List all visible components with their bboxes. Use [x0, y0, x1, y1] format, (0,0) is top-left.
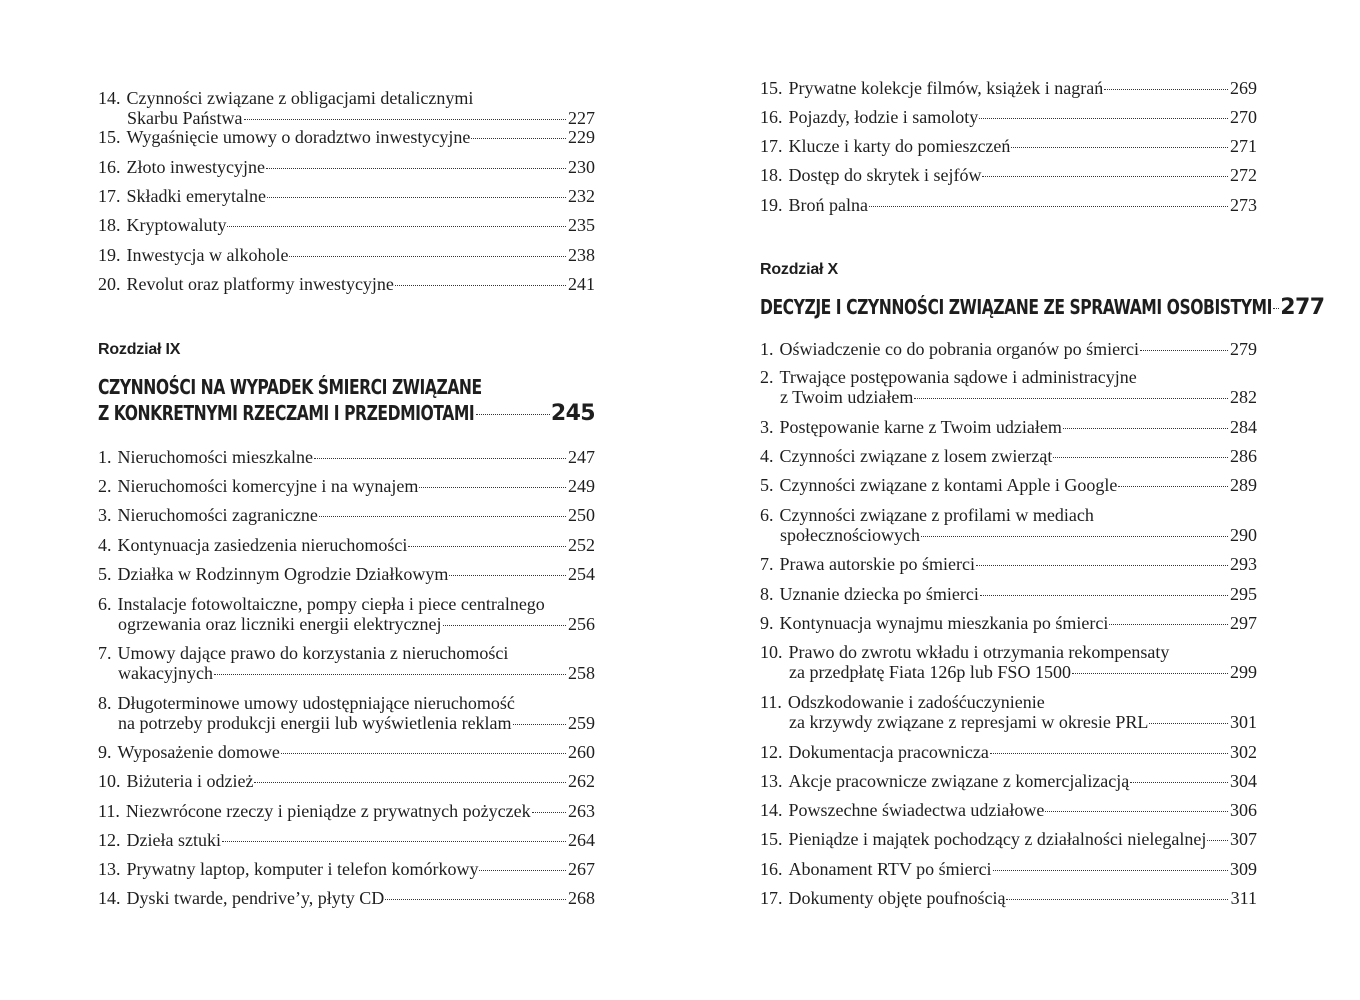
entry-title-text: Inwestycja w alkohole — [126, 245, 289, 265]
toc-entry — [98, 535, 595, 555]
entry-title-text: za krzywdy związane z represjami w okresie PRL — [789, 712, 1149, 732]
entry-title-text: Kontynuacja zasiedzenia nieruchomości — [117, 535, 408, 555]
page-number: 307 — [1230, 829, 1257, 849]
dot-leader — [479, 870, 566, 871]
toc-entry — [760, 165, 1257, 185]
toc-entry — [760, 642, 1257, 682]
page-number: 249 — [568, 476, 595, 496]
entry-first-line — [98, 186, 595, 206]
entry-title-text: Dzieła sztuki — [126, 830, 221, 850]
entry-title-text: Czynności związane z losem zwierząt — [779, 446, 1053, 466]
dot-leader — [1104, 89, 1228, 90]
page-number: 301 — [1230, 712, 1257, 732]
entry-title-text: Postępowanie karne z Twoim udziałem — [779, 417, 1062, 437]
entry-first-line — [760, 692, 1257, 712]
dot-leader — [1011, 147, 1228, 148]
entry-first-line — [760, 339, 1257, 359]
entry-title-text: Prywatny laptop, komputer i telefon komórkowy — [126, 859, 479, 879]
entry-title-text: Nieruchomości komercyjne i na wynajem — [117, 476, 419, 496]
toc-entry — [98, 447, 595, 467]
toc-entry — [760, 78, 1257, 98]
dot-leader — [419, 487, 566, 488]
entry-title-text: Revolut oraz platformy inwestycyjne — [126, 274, 394, 294]
entry-number: 1. — [98, 447, 112, 467]
entry-number: 19. — [760, 195, 783, 215]
entry-title-text: Broń palna — [788, 195, 868, 215]
entry-first-line — [760, 554, 1257, 574]
entry-first-line — [760, 107, 1257, 127]
entry-title-text: Działka w Rodzinnym Ogrodzie Działkowym — [117, 564, 449, 584]
dot-leader — [254, 782, 566, 783]
entry-first-line — [760, 136, 1257, 156]
toc-entry — [98, 771, 595, 791]
page-number: 232 — [568, 186, 595, 206]
toc-entry — [98, 888, 595, 908]
entry-title-text: Biżuteria i odzież — [126, 771, 254, 791]
entry-first-line — [760, 367, 1257, 387]
entry-first-line — [98, 693, 595, 713]
entry-title-text: Dokumentacja pracownicza — [788, 742, 989, 762]
toc-entry — [760, 742, 1257, 762]
entry-continuation-line — [98, 614, 595, 634]
entry-number: 9. — [760, 613, 774, 633]
toc-entry — [98, 88, 595, 128]
toc-entry — [98, 476, 595, 496]
toc-entry — [98, 215, 595, 235]
entry-number: 7. — [760, 554, 774, 574]
entry-first-line — [760, 771, 1257, 791]
toc-entry — [98, 859, 595, 879]
dot-leader — [1118, 486, 1228, 487]
entry-number: 8. — [98, 693, 112, 713]
entry-first-line — [98, 859, 595, 879]
page-number: 299 — [1230, 662, 1257, 682]
page-number: 230 — [568, 157, 595, 177]
entry-number: 3. — [98, 505, 112, 525]
entry-title-text: Wyposażenie domowe — [117, 742, 280, 762]
dot-leader — [449, 575, 566, 576]
entry-first-line — [760, 165, 1257, 185]
page-number: 311 — [1230, 888, 1257, 908]
entry-title-text: z Twoim udziałem — [780, 387, 914, 407]
entry-first-line — [98, 801, 595, 821]
entry-first-line — [760, 417, 1257, 437]
toc-entry — [760, 692, 1257, 732]
page-number: 289 — [1230, 475, 1257, 495]
page-number: 284 — [1230, 417, 1257, 437]
chapter-title-text: CZYNNOŚCI NA WYPADEK ŚMIERCI ZWIĄZANE — [98, 375, 482, 399]
entry-first-line — [760, 859, 1257, 879]
entry-title-text: Trwające postępowania sądowe i administracyjne — [779, 367, 1137, 387]
dot-leader — [1006, 899, 1228, 900]
entry-title-text: Pojazdy, łodzie i samoloty — [788, 107, 979, 127]
entry-title-text: na potrzeby produkcji energii lub wyświetlenia reklam — [118, 713, 512, 733]
entry-continuation-line — [760, 525, 1257, 545]
dot-leader — [314, 458, 566, 459]
entry-number: 19. — [98, 245, 121, 265]
entry-number: 10. — [760, 642, 783, 662]
page-number: 267 — [568, 859, 595, 879]
entry-first-line — [98, 88, 595, 108]
dot-leader — [990, 753, 1228, 754]
entry-number: 12. — [98, 830, 121, 850]
toc-entry — [98, 594, 595, 634]
entry-first-line — [98, 215, 595, 235]
entry-title-text: Odszkodowanie i zadośćuczynienie — [787, 692, 1045, 712]
entry-continuation-line — [760, 712, 1257, 732]
entry-number: 7. — [98, 643, 112, 663]
entry-title-text: Kontynuacja wynajmu mieszkania po śmierci — [779, 613, 1109, 633]
entry-continuation-line — [760, 387, 1257, 407]
dot-leader — [1140, 350, 1228, 351]
entry-title-text: Kryptowaluty — [126, 215, 227, 235]
entry-title-text: Dokumenty objęte poufnością — [788, 888, 1006, 908]
entry-number: 17. — [760, 136, 783, 156]
entry-title-text: ogrzewania oraz liczniki energii elektrycznej — [118, 614, 442, 634]
page-number: 286 — [1230, 446, 1257, 466]
page-number: 241 — [568, 274, 595, 294]
chapter-title-text: DECYZJE I CZYNNOŚCI ZWIĄZANE ZE SPRAWAMI OSOBISTYMI — [760, 295, 1272, 319]
entry-title-text: Dyski twarde, pendrive’y, płyty CD — [126, 888, 385, 908]
toc-entry — [98, 643, 595, 683]
toc-entry — [98, 505, 595, 525]
entry-title-text: Niezwrócone rzeczy i pieniądze z prywatnych pożyczek — [125, 801, 531, 821]
entry-number: 16. — [760, 859, 783, 879]
toc-entry — [98, 742, 595, 762]
entry-number: 8. — [760, 584, 774, 604]
dot-leader — [281, 753, 566, 754]
page-number: 263 — [568, 801, 595, 821]
entry-first-line — [760, 829, 1257, 849]
entry-title-text: Abonament RTV po śmierci — [788, 859, 992, 879]
entry-number: 17. — [760, 888, 783, 908]
dot-leader — [395, 285, 566, 286]
toc-entry — [760, 475, 1257, 495]
entry-title-text: Akcje pracownicze związane z komercjalizacją — [788, 771, 1130, 791]
toc-entry — [760, 107, 1257, 127]
page-number: 272 — [1230, 165, 1257, 185]
entry-number: 18. — [760, 165, 783, 185]
entry-first-line — [98, 771, 595, 791]
entry-number: 6. — [760, 505, 774, 525]
dot-leader — [869, 206, 1228, 207]
dot-leader — [532, 812, 566, 813]
entry-first-line — [98, 594, 595, 614]
entry-continuation-line — [760, 662, 1257, 682]
toc-entry — [98, 693, 595, 733]
page-number: 247 — [568, 447, 595, 467]
toc-entry — [98, 564, 595, 584]
entry-number: 14. — [760, 800, 783, 820]
toc-entry — [760, 195, 1257, 215]
page-number: 271 — [1230, 136, 1257, 156]
toc-entry — [98, 274, 595, 294]
chapter-label: Rozdział X — [760, 261, 839, 278]
dot-leader — [513, 724, 566, 725]
page-number: 262 — [568, 771, 595, 791]
dot-leader — [319, 516, 566, 517]
page-number: 282 — [1230, 387, 1257, 407]
entry-number: 2. — [98, 476, 112, 496]
chapter-title-line — [98, 374, 595, 400]
entry-title-text: Pieniądze i majątek pochodzący z działalności nielegalnej — [788, 829, 1207, 849]
entry-first-line — [98, 888, 595, 908]
toc-entry — [760, 136, 1257, 156]
entry-first-line — [98, 830, 595, 850]
dot-leader — [476, 414, 550, 415]
page-number: 309 — [1230, 859, 1257, 879]
page-number: 273 — [1230, 195, 1257, 215]
page-number: 235 — [568, 215, 595, 235]
entry-title-text: Czynności związane z kontami Apple i Google — [779, 475, 1118, 495]
dot-leader — [980, 595, 1228, 596]
dot-leader — [914, 398, 1228, 399]
dot-leader — [982, 176, 1228, 177]
dot-leader — [1072, 673, 1228, 674]
entry-title-text: Czynności związane z obligacjami detalicznymi — [126, 88, 474, 108]
chapter-page-number: 277 — [1280, 295, 1325, 320]
dot-leader — [471, 138, 566, 139]
toc-entry — [760, 339, 1257, 359]
entry-first-line — [760, 613, 1257, 633]
dot-leader — [267, 197, 566, 198]
dot-leader — [222, 841, 566, 842]
page-number: 269 — [1230, 78, 1257, 98]
right-page — [760, 0, 1325, 1000]
toc-entry — [760, 554, 1257, 574]
entry-first-line — [98, 447, 595, 467]
entry-first-line — [760, 584, 1257, 604]
dot-leader — [1130, 782, 1228, 783]
entry-number: 11. — [98, 801, 120, 821]
dot-leader — [1063, 428, 1228, 429]
entry-first-line — [760, 78, 1257, 98]
entry-number: 4. — [98, 535, 112, 555]
entry-number: 15. — [98, 127, 121, 147]
chapter-title-line — [760, 294, 1325, 321]
page-number: 250 — [568, 505, 595, 525]
entry-continuation-line — [98, 108, 595, 128]
toc-entry — [760, 829, 1257, 849]
entry-first-line — [98, 564, 595, 584]
entry-title-text: Składki emerytalne — [126, 186, 266, 206]
entry-title-text: Skarbu Państwa — [127, 108, 243, 128]
dot-leader — [1273, 308, 1279, 309]
page-number: 279 — [1230, 339, 1257, 359]
page-number: 260 — [568, 742, 595, 762]
entry-number: 17. — [98, 186, 121, 206]
dot-leader — [1053, 457, 1228, 458]
toc-entry — [760, 800, 1257, 820]
dot-leader — [443, 625, 567, 626]
entry-first-line — [98, 245, 595, 265]
entry-first-line — [98, 157, 595, 177]
page-number: 290 — [1230, 525, 1257, 545]
toc-entry — [760, 859, 1257, 879]
entry-number: 20. — [98, 274, 121, 294]
toc-entry — [98, 830, 595, 850]
entry-title-text: społecznościowych — [780, 525, 920, 545]
toc-entry — [760, 417, 1257, 437]
dot-leader — [385, 899, 566, 900]
entry-number: 15. — [760, 78, 783, 98]
entry-title-text: Oświadczenie co do pobrania organów po śmierci — [779, 339, 1140, 359]
page-number: 252 — [568, 535, 595, 555]
toc-entry — [98, 127, 595, 147]
page-number: 306 — [1230, 800, 1257, 820]
entry-title-text: Prawo do zwrotu wkładu i otrzymania rekompensaty — [788, 642, 1170, 662]
page-number: 297 — [1230, 613, 1257, 633]
page-number: 268 — [568, 888, 595, 908]
dot-leader — [289, 256, 566, 257]
entry-number: 2. — [760, 367, 774, 387]
entry-title-text: Instalacje fotowoltaiczne, pompy ciepła i piece centralnego — [117, 594, 545, 614]
chapter-title — [760, 294, 1325, 321]
entry-title-text: Nieruchomości zagraniczne — [117, 505, 318, 525]
entry-continuation-line — [98, 713, 595, 733]
entry-number: 4. — [760, 446, 774, 466]
entry-number: 10. — [98, 771, 121, 791]
entry-first-line — [760, 195, 1257, 215]
page-number: 293 — [1230, 554, 1257, 574]
page-number: 238 — [568, 245, 595, 265]
dot-leader — [266, 168, 566, 169]
toc-entry — [760, 367, 1257, 407]
dot-leader — [1149, 723, 1228, 724]
entry-first-line — [760, 475, 1257, 495]
chapter-title-line — [98, 400, 595, 427]
toc-entry — [98, 245, 595, 265]
entry-title-text: Prywatne kolekcje filmów, książek i nagrań — [788, 78, 1104, 98]
toc-entry — [98, 186, 595, 206]
entry-number: 5. — [98, 564, 112, 584]
entry-first-line — [98, 643, 595, 663]
page-number: 256 — [568, 614, 595, 634]
entry-number: 16. — [760, 107, 783, 127]
page-number: 302 — [1230, 742, 1257, 762]
chapter-label: Rozdział IX — [98, 341, 181, 358]
entry-first-line — [760, 742, 1257, 762]
entry-continuation-line — [98, 663, 595, 683]
page-number: 304 — [1230, 771, 1257, 791]
page-number: 229 — [568, 127, 595, 147]
entry-title-text: Umowy dające prawo do korzystania z nieruchomości — [117, 643, 509, 663]
entry-first-line — [98, 742, 595, 762]
page-number: 270 — [1230, 107, 1257, 127]
entry-number: 1. — [760, 339, 774, 359]
entry-number: 9. — [98, 742, 112, 762]
entry-title-text: Klucze i karty do pomieszczeń — [788, 136, 1011, 156]
toc-right — [760, 0, 1325, 1000]
dot-leader — [993, 870, 1228, 871]
page-number: 258 — [568, 663, 595, 683]
dot-leader — [921, 536, 1228, 537]
entry-number: 13. — [98, 859, 121, 879]
page-number: 295 — [1230, 584, 1257, 604]
toc-entry — [760, 888, 1257, 908]
entry-title-text: Nieruchomości mieszkalne — [117, 447, 313, 467]
dot-leader — [979, 118, 1228, 119]
entry-first-line — [98, 476, 595, 496]
entry-title-text: Uznanie dziecka po śmierci — [779, 584, 979, 604]
dot-leader — [1109, 624, 1228, 625]
toc-entry — [760, 613, 1257, 633]
dot-leader — [244, 119, 567, 120]
entry-title-text: Długoterminowe umowy udostępniające nieruchomość — [117, 693, 515, 713]
entry-title-text: Prawa autorskie po śmierci — [779, 554, 975, 574]
page-number: 259 — [568, 713, 595, 733]
entry-number: 3. — [760, 417, 774, 437]
toc-left — [98, 0, 595, 1000]
entry-first-line — [760, 446, 1257, 466]
chapter-title — [98, 374, 595, 427]
entry-first-line — [760, 888, 1257, 908]
entry-first-line — [760, 505, 1257, 525]
entry-title-text: Złoto inwestycyjne — [126, 157, 265, 177]
page-number: 227 — [568, 108, 595, 128]
entry-number: 12. — [760, 742, 783, 762]
entry-title-text: Dostęp do skrytek i sejfów — [788, 165, 982, 185]
entry-number: 14. — [98, 88, 121, 108]
entry-number: 13. — [760, 771, 783, 791]
toc-entry — [760, 446, 1257, 466]
entry-first-line — [760, 642, 1257, 662]
entry-title-text: Czynności związane z profilami w mediach — [779, 505, 1094, 525]
entry-number: 11. — [760, 692, 782, 712]
dot-leader — [1045, 811, 1228, 812]
chapter-title-text: Z KONKRETNYMI RZECZAMI I PRZEDMIOTAMI — [98, 401, 475, 425]
toc-entry — [98, 801, 595, 821]
chapter-page-number: 245 — [550, 401, 595, 426]
left-page — [98, 0, 595, 1000]
page-number: 254 — [568, 564, 595, 584]
dot-leader — [227, 226, 566, 227]
entry-first-line — [98, 505, 595, 525]
entry-number: 15. — [760, 829, 783, 849]
page-number: 264 — [568, 830, 595, 850]
dot-leader — [214, 674, 566, 675]
entry-title-text: Powszechne świadectwa udziałowe — [788, 800, 1045, 820]
entry-number: 14. — [98, 888, 121, 908]
dot-leader — [976, 565, 1228, 566]
entry-number: 16. — [98, 157, 121, 177]
dot-leader — [1207, 840, 1228, 841]
entry-number: 18. — [98, 215, 121, 235]
entry-number: 6. — [98, 594, 112, 614]
toc-entry — [98, 157, 595, 177]
entry-title-text: Wygaśnięcie umowy o doradztwo inwestycyjne — [126, 127, 471, 147]
entry-number: 5. — [760, 475, 774, 495]
entry-first-line — [760, 800, 1257, 820]
entry-first-line — [98, 535, 595, 555]
entry-first-line — [98, 274, 595, 294]
entry-title-text: za przedpłatę Fiata 126p lub FSO 1500 — [789, 662, 1071, 682]
entry-title-text: wakacyjnych — [118, 663, 213, 683]
toc-entry — [760, 584, 1257, 604]
dot-leader — [408, 546, 566, 547]
toc-entry — [760, 505, 1257, 545]
toc-entry — [760, 771, 1257, 791]
entry-first-line — [98, 127, 595, 147]
